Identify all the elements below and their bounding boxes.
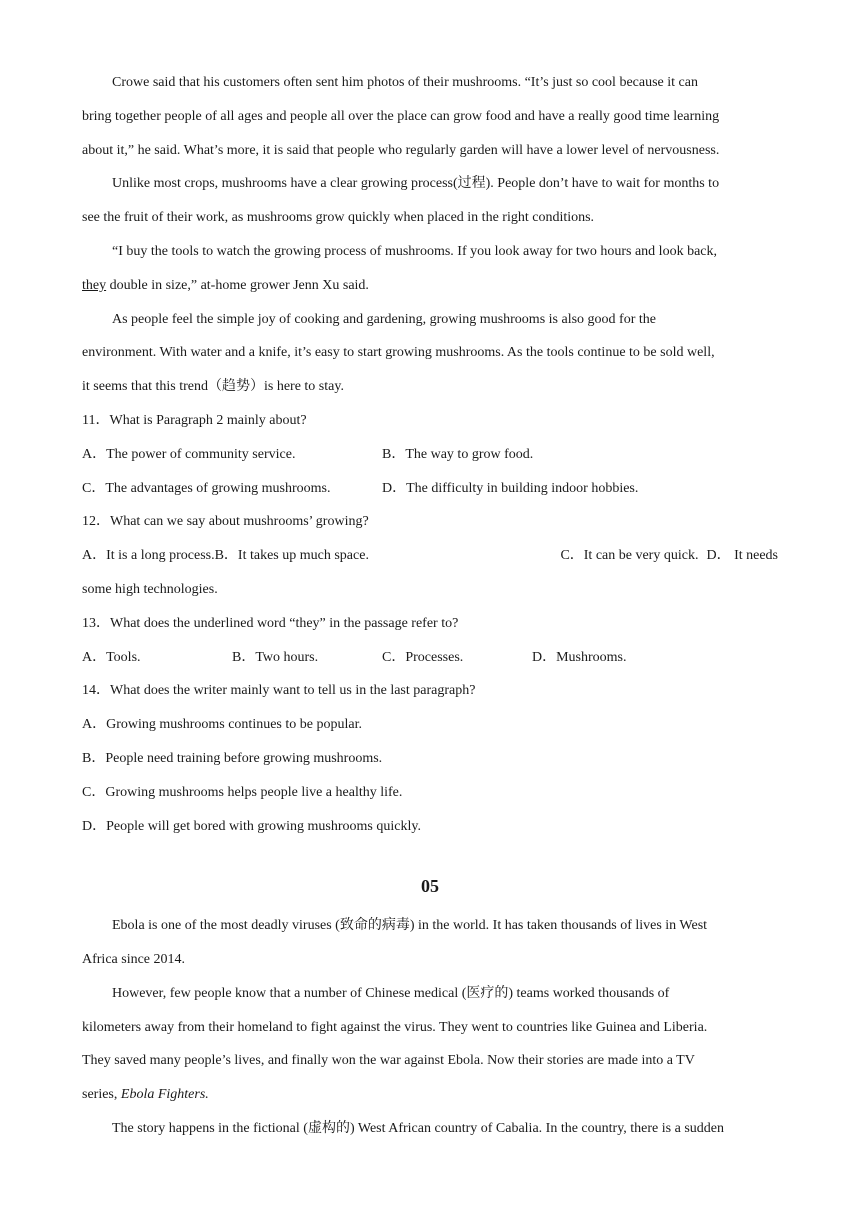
paragraph-text: double in size,” at-home grower Jenn Xu said. (106, 277, 369, 293)
option-d: D．Mushrooms. (532, 649, 627, 665)
paragraph-line: The story happens in the fictional (虚构的) West African country of Cabalia. In the country, there is a sudden (112, 1120, 724, 1136)
option-b: B．It takes up much space. (214, 548, 369, 564)
tv-series-title: Ebola Fighters. (120, 1087, 209, 1103)
option-a: A．Growing mushrooms continues to be popular. (82, 717, 362, 733)
option-a: A．Tools. (82, 649, 141, 665)
paragraph-line: “I buy the tools to watch the growing process of mushrooms. If you look away for two hours and look back, (112, 243, 717, 259)
paragraph-line: They saved many people’s lives, and finally won the war against Ebola. Now their stories are made into a TV (82, 1053, 695, 1069)
question-14: 14．What does the writer mainly want to tell us in the last paragraph? (82, 683, 476, 699)
q13-options-row (82, 641, 778, 675)
option-c: C．The advantages of growing mushrooms. (82, 480, 331, 496)
q12-right (560, 539, 778, 573)
option-b: B．The way to grow food. (382, 446, 534, 462)
paragraph-line: see the fruit of their work, as mushrooms grow quickly when placed in the right conditions. (82, 210, 595, 226)
option-b: B．People need training before growing mushrooms. (82, 750, 383, 766)
option-a: A．The power of community service. (82, 446, 296, 462)
paragraph-line (82, 1078, 778, 1112)
q12-left (82, 539, 369, 573)
paragraph-line: kilometers away from their homeland to fight against the virus. They went to countries like Guinea and Liberia. (82, 1019, 708, 1035)
paragraph-line: However, few people know that a number of Chinese medical (医疗的) teams worked thousands of (112, 985, 670, 1001)
option-d-continued: some high technologies. (82, 581, 218, 597)
option-d: D．People will get bored with growing mushrooms quickly. (82, 818, 421, 834)
paragraph-line (82, 269, 778, 303)
section-heading: 05 (421, 876, 439, 897)
paragraph-line: environment. With water and a knife, it’s easy to start growing mushrooms. As the tools continue to be sold well, (82, 345, 715, 361)
option-d: D．The difficulty in building indoor hobbies. (382, 480, 639, 496)
option-b: B．Two hours. (232, 649, 319, 665)
question-12: 12．What can we say about mushrooms’ growing? (82, 514, 369, 530)
paragraph-line: As people feel the simple joy of cooking and gardening, growing mushrooms is also good for the (112, 311, 656, 327)
paragraph-line: Africa since 2014. (82, 951, 186, 967)
paragraph-line: bring together people of all ages and people all over the place can grow food and have a really good time learning (82, 108, 720, 124)
q11-options-row1 (82, 438, 778, 472)
underlined-word: they (82, 277, 107, 293)
option-c: C．It can be very quick. (560, 548, 699, 564)
paragraph-line: Ebola is one of the most deadly viruses (致命的病毒) in the world. It has taken thousands of lives in West (112, 918, 708, 934)
paragraph-text: series, (82, 1087, 121, 1103)
q12-options-row (82, 539, 778, 573)
question-13: 13．What does the underlined word “they” in the passage refer to? (82, 615, 459, 631)
paragraph-line: it seems that this trend（趋势）is here to stay. (82, 379, 344, 395)
paragraph-line: Crowe said that his customers often sent him photos of their mushrooms. “It’s just so cool because it can (112, 75, 698, 90)
paragraph-line: about it,” he said. What’s more, it is said that people who regularly garden will have a lower level of nervousness. (82, 142, 720, 158)
option-c: C．Processes. (382, 649, 464, 665)
question-11: 11．What is Paragraph 2 mainly about? (82, 412, 307, 428)
option-d: D． It needs (706, 548, 778, 564)
option-c: C．Growing mushrooms helps people live a healthy life. (82, 784, 403, 800)
option-a: A．It is a long process. (82, 548, 215, 564)
paragraph-line: Unlike most crops, mushrooms have a clear growing process(过程). People don’t have to wait for months to (112, 176, 720, 192)
q11-options-row2 (82, 472, 778, 506)
document-page (82, 66, 778, 1146)
